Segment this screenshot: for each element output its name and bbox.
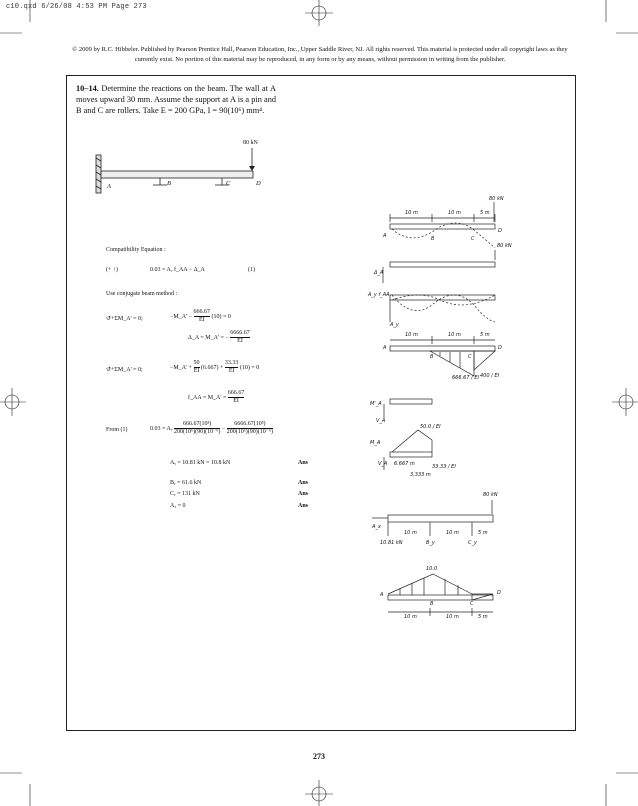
s1-label-c: C bbox=[471, 236, 475, 242]
m1-part-a: −M_A' − bbox=[170, 313, 193, 320]
m2-f2-den: EI bbox=[225, 367, 239, 375]
s4-label-c: C bbox=[468, 354, 472, 360]
m2-mid: (6.667) + bbox=[201, 364, 224, 371]
s4-dim1: 10 m bbox=[405, 332, 418, 338]
copyright-notice: © 2009 by R.C. Hibbeler. Published by Pearson Prentice Hall, Pearson Education, Inc., Upper Saddle River, NJ. All rights reserved. This material is protected under all copyright laws as they currently exist. No portion of this material may be reproduced, in any form or by any means, without permission in writing from the publisher. bbox=[72, 46, 568, 63]
s8-dim1: 10 m bbox=[404, 614, 417, 620]
s4-dim2: 10 m bbox=[448, 332, 461, 338]
m1-num: 666.67 bbox=[193, 309, 211, 315]
beam-label-b: B bbox=[167, 180, 171, 187]
compat-sign: (+ ↑) bbox=[106, 267, 118, 273]
s6-val1: 50.0 / EI bbox=[420, 424, 441, 430]
s8-label-d: D bbox=[497, 590, 501, 596]
beam-load-label: 80 kN bbox=[243, 140, 258, 146]
result-cy: Cᵧ = 131 kN bbox=[170, 491, 200, 497]
from-f2-den: 200(10⁶)(90)(10⁻⁶) bbox=[226, 429, 274, 435]
m2-part-a: −M_A' + bbox=[170, 364, 193, 371]
print-slug: c10.qxd 6/26/08 4:53 PM Page 273 bbox=[6, 3, 147, 11]
s7-ay: 10.81 kN bbox=[380, 540, 403, 546]
result-ax: Aₓ = 0 bbox=[170, 503, 186, 509]
s4-label-d: D bbox=[498, 345, 502, 351]
from-f1-den: 200(10⁶)(90)(10⁻⁶) bbox=[173, 429, 221, 435]
faa-lhs: f_AA = M_A' = bbox=[188, 394, 227, 401]
m2-end: (10) = 0 bbox=[239, 364, 260, 371]
s2-load: 80 kN bbox=[497, 243, 512, 249]
s1-load: 80 kN bbox=[489, 196, 504, 202]
s1-label-b: B bbox=[431, 236, 435, 242]
s7-dim1: 10 m bbox=[404, 530, 417, 536]
result-ax-ans: Ans bbox=[298, 503, 309, 509]
result-by: Bᵧ = 61.6 kN bbox=[170, 480, 202, 486]
s6-len2: 3.333 m bbox=[410, 472, 431, 478]
s6-val2: 33.33 / EI bbox=[432, 464, 456, 470]
s4-val2: 400 / EI bbox=[480, 373, 500, 379]
from-lhs: 0.03 = Aᵧ bbox=[150, 425, 173, 432]
s7-cy: C_y bbox=[468, 540, 477, 546]
compat-equation-number: (1) bbox=[248, 267, 255, 273]
m2-f2-num: 33.33 bbox=[224, 360, 239, 366]
s1-label-a: A bbox=[383, 233, 387, 239]
result-ay: Aᵧ = 10.81 kN = 10.8 kN bbox=[170, 460, 231, 466]
m1-part-b: (10) = 0 bbox=[211, 313, 231, 320]
s8-dim2: 10 m bbox=[446, 614, 459, 620]
s2-delta: Δ_A bbox=[374, 270, 384, 276]
faa-num: 666.67 bbox=[227, 390, 245, 396]
delta-lhs: Δ_A = M_A' = − bbox=[188, 334, 229, 341]
problem-text: Determine the reactions on the beam. The wall at A moves upward 30 mm. Assume the support at A is a pin and B and C are rollers. Take E = 200 GPa, I = 90(10⁶) mm⁴. bbox=[76, 84, 277, 115]
s8-dim3: 5 m bbox=[478, 614, 488, 620]
from-f1-num: 666.67(10³) bbox=[183, 421, 212, 427]
s5-va: V_A bbox=[376, 418, 386, 424]
s1-dim1: 10 m bbox=[405, 210, 418, 216]
beam-label-a: A bbox=[107, 183, 111, 190]
from-f2-num: 6666.67(10³) bbox=[234, 421, 266, 427]
s4-dim3: 5 m bbox=[480, 332, 490, 338]
delta-den: EI bbox=[230, 337, 250, 345]
s8-top: 10.0 bbox=[426, 566, 438, 572]
s1-dim2: 10 m bbox=[448, 210, 461, 216]
beam-label-c: C bbox=[226, 180, 231, 187]
s7-by: B_y bbox=[426, 540, 435, 546]
s7-dim2: 10 m bbox=[446, 530, 459, 536]
s6-ma: M_A bbox=[370, 440, 381, 446]
s8-label-a: A bbox=[380, 592, 384, 598]
m2-f1-num: 50 bbox=[193, 360, 200, 366]
s4-label-b: B bbox=[430, 354, 434, 360]
s5-ma: M'_A bbox=[370, 401, 382, 407]
from-label: From (1) bbox=[106, 427, 128, 433]
moment-eq2-label: ↺+ΣM_A' = 0; bbox=[106, 367, 143, 373]
s6-len1: 6.667 m bbox=[394, 461, 415, 467]
compat-equation: 0.03 = Aᵧ f_AA − Δ_A bbox=[150, 267, 205, 273]
s3-ay: A_y bbox=[390, 322, 399, 328]
from-minus: − bbox=[221, 425, 226, 432]
moment-eq1-label: ↺+ΣM_A' = 0; bbox=[106, 316, 143, 322]
s8-label-b: B bbox=[430, 601, 434, 607]
m2-f1-den: EI bbox=[193, 368, 200, 374]
s1-dim3: 5 m bbox=[480, 210, 490, 216]
s7-ax: A_x bbox=[372, 524, 381, 530]
conjugate-title: Use conjugate beam method : bbox=[106, 291, 178, 297]
delta-num: 6666.67 bbox=[230, 330, 250, 336]
page-number: 273 bbox=[313, 752, 325, 761]
s3-faa: A_y f_AA bbox=[368, 292, 390, 298]
result-ay-ans: Ans bbox=[298, 460, 309, 466]
result-by-ans: Ans bbox=[298, 480, 309, 486]
beam-label-d: D bbox=[256, 180, 261, 187]
s4-label-a: A bbox=[383, 345, 387, 351]
compatibility-title: Compatibility Equation : bbox=[106, 247, 166, 253]
result-cy-ans: Ans bbox=[298, 491, 309, 497]
s6-va: V_A bbox=[378, 461, 388, 467]
s4-val1: 666.67 / EI bbox=[452, 375, 479, 381]
m1-den: EI bbox=[194, 316, 211, 324]
s1-label-d: D bbox=[498, 228, 502, 234]
s8-label-c: C bbox=[470, 601, 474, 607]
s7-dim3: 5 m bbox=[478, 530, 488, 536]
s7-load: 80 kN bbox=[483, 492, 498, 498]
faa-den: EI bbox=[228, 397, 245, 405]
problem-number: 10–14. bbox=[76, 84, 99, 93]
